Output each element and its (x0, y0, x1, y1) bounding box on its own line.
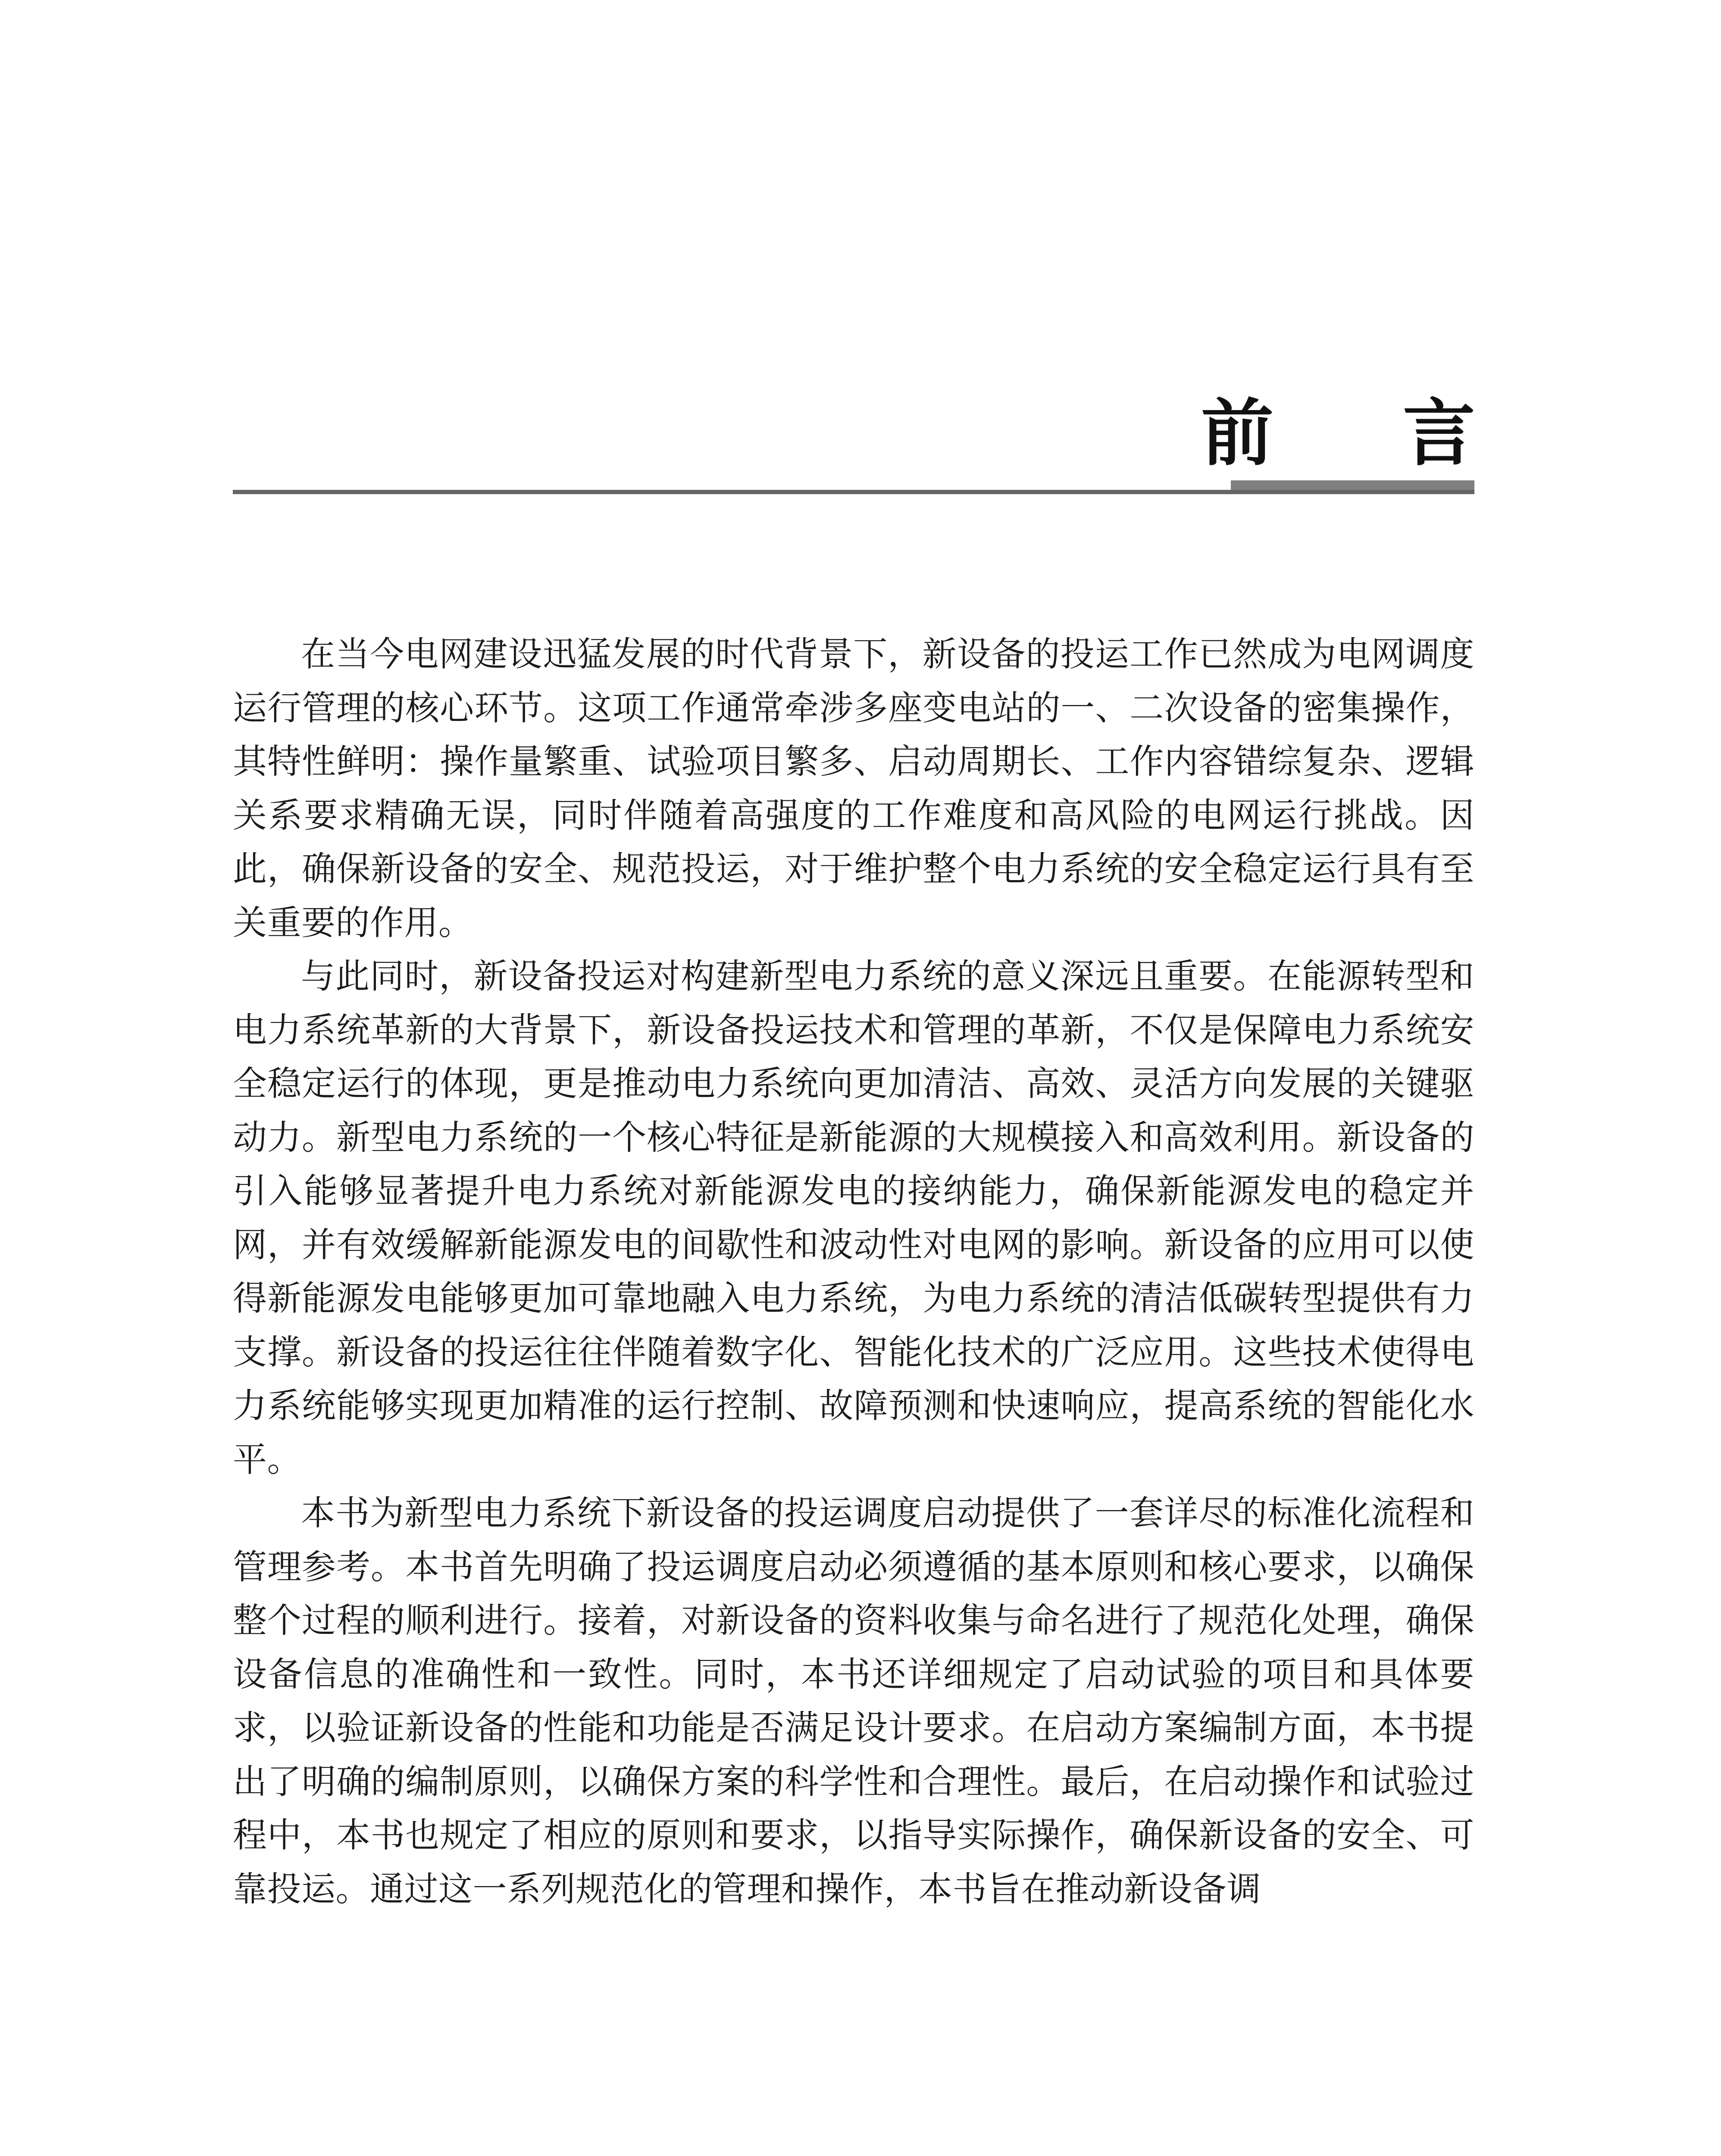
page-title: 前言 (1201, 391, 1605, 476)
paragraph: 与此同时，新设备投运对构建新型电力系统的意义深远且重要。在能源转型和电力系统革新的大背景下，新设备投运技术和管理的革新，不仅是保障电力系统安全稳定运行的体现，更是推动电力系统向更加清洁、高效、灵活方向发展的关键驱动力。新型电力系统的一个核心特征是新能源的大规模接入和高效利用。新设备的引入能够显著提升电力系统对新能源发电的接纳能力，确保新能源发电的稳定并网，并有效缓解新能源发电的间歇性和波动性对电网的影响。新设备的应用可以使得新能源发电能够更加可靠地融入电力系统，为电力系统的清洁低碳转型提供有力支撑。新设备的投运往往伴随着数字化、智能化技术的广泛应用。这些技术使得电力系统能够实现更加精准的运行控制、故障预测和快速响应，提高系统的智能化水平。 (233, 956, 1474, 1479)
paragraph: 本书为新型电力系统下新设备的投运调度启动提供了一套详尽的标准化流程和管理参考。本书首先明确了投运调度启动必须遵循的基本原则和核心要求，以确保整个过程的顺利进行。接着，对新设备的资料收集与命名进行了规范化处理，确保设备信息的准确性和一致性。同时，本书还详细规定了启动试验的项目和具体要求，以验证新设备的性能和功能是否满足设计要求。在启动方案编制方面，本书提出了明确的编制原则，以确保方案的科学性和合理性。最后，在启动操作和试验过程中，本书也规定了相应的原则和要求，以指导实际操作，确保新设备的安全、可靠投运。通过这一系列规范化的管理和操作，本书旨在推动新设备调 (233, 1493, 1474, 1909)
body-text (233, 627, 1474, 1916)
title-divider-rule (233, 490, 1474, 494)
paragraph: 在当今电网建设迅猛发展的时代背景下，新设备的投运工作已然成为电网调度运行管理的核心环节。这项工作通常牵涉多座变电站的一、二次设备的密集操作，其特性鲜明：操作量繁重、试验项目繁多、启动周期长、工作内容错综复杂、逻辑关系要求精确无误，同时伴随着高强度的工作难度和高风险的电网运行挑战。因此，确保新设备的安全、规范投运，对于维护整个电力系统的安全稳定运行具有至关重要的作用。 (233, 634, 1474, 943)
title-underline-accent (1231, 480, 1474, 490)
